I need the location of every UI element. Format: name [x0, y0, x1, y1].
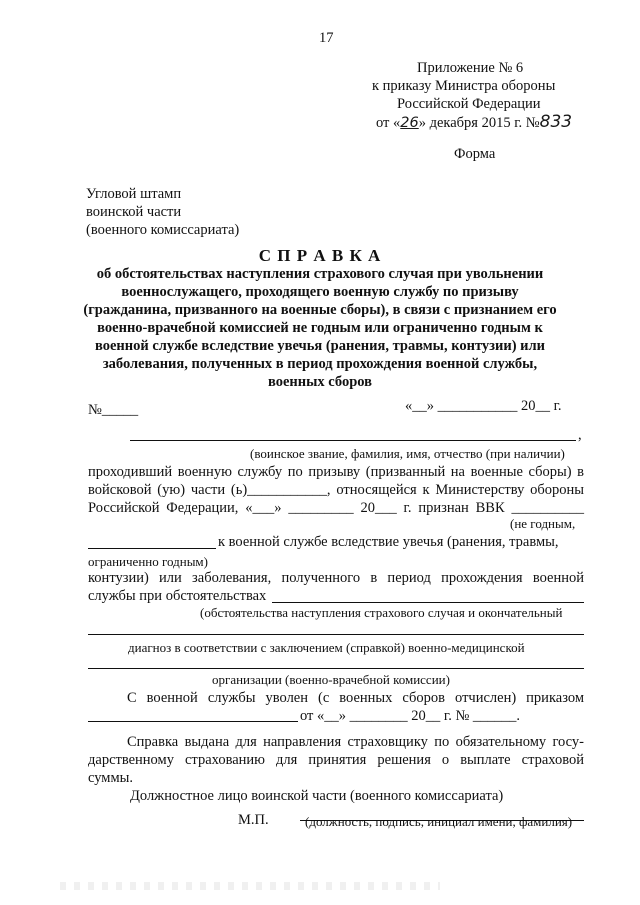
- subtitle-line-1: об обстоятельствах наступления страхового случая при увольнении: [96, 266, 544, 282]
- appendix-line-3: Российской Федерации: [397, 96, 541, 112]
- body-line-5: контузии) или заболевания, полученного в период прохождения военной: [88, 570, 584, 586]
- subtitle-line-7: военных сборов: [267, 374, 373, 390]
- issued-line-2: дарственному страхованию для принятия решения о выплате страховой: [88, 752, 584, 768]
- appendix-day-handwritten: 26: [400, 115, 419, 131]
- rank-name-line: [130, 440, 576, 441]
- signature-caption: (должность, подпись, инициал имени, фамилия): [305, 814, 573, 829]
- organization-caption: организации (военно-врачебной комиссии): [212, 672, 450, 687]
- scan-noise: [60, 882, 440, 890]
- rank-name-caption: (воинское звание, фамилия, имя, отчество (при наличии): [250, 446, 565, 461]
- subtitle-line-4: военно-врачебной комиссией не годным или ограниченно годным к: [97, 320, 543, 336]
- subtitle-line-2: военнослужащего, проходящего военную службу по призыву: [121, 284, 519, 300]
- appendix-line-2: к приказу Министра обороны: [372, 78, 556, 94]
- appendix-date-mid: » декабря 2015 г. №: [418, 115, 540, 131]
- official-label: Должностное лицо воинской части (военного комиссариата): [130, 788, 504, 804]
- body-line-6: службы при обстоятельствах: [88, 588, 267, 604]
- discharge-line-2: от «__» ________ 20__ г. № ______.: [300, 708, 521, 724]
- diagnosis-caption: диагноз в соответствии с заключением (справкой) военно-медицинской: [128, 640, 525, 655]
- appendix-line-4: [376, 114, 572, 132]
- seal-label: М.П.: [238, 812, 269, 828]
- document-title: С П Р А В К А: [258, 246, 382, 265]
- appendix-line-1: Приложение № 6: [417, 60, 524, 76]
- issued-line-3: суммы.: [88, 770, 134, 786]
- body-line-4: к военной службе вследствие увечья (ранения, травмы,: [218, 534, 559, 550]
- subtitle-line-3: (гражданина, призванного на военные сборы), в связи с признанием его: [83, 302, 557, 318]
- certificate-number-field: №_____: [88, 402, 139, 418]
- discharge-line-1: С военной службы уволен (с военных сборов отчислен) приказом: [127, 690, 584, 706]
- stamp-line-2: воинской части: [86, 204, 182, 220]
- diagnosis-line: [88, 634, 584, 635]
- issued-line-1: Справка выдана для направления страховщику по обязательному госу-: [127, 734, 584, 750]
- rank-line-comma: ,: [578, 427, 582, 443]
- stamp-line-3: (военного комиссариата): [86, 222, 240, 238]
- unfit-caption: (не годным,: [510, 516, 576, 531]
- certificate-date-field: «__» ___________ 20__ г.: [405, 398, 562, 414]
- appendix-date-prefix: от «: [376, 115, 401, 131]
- discharge-order-line: [88, 721, 298, 722]
- circumstances-caption: (обстоятельства наступления страхового случая и окончательный: [200, 605, 563, 620]
- limited-fitness-caption: ограниченно годным): [88, 554, 208, 569]
- fitness-status-line: [88, 548, 216, 549]
- body-line-3: Российской Федерации, «___» _________ 20___ г. признан ВВК __________: [88, 500, 584, 516]
- subtitle-line-5: военной службе вследствие увечья (ранения, травмы, контузии) или: [94, 338, 546, 354]
- body-line-2: войсковой (ую) части (ь)___________, относящейся к Министерству обороны: [88, 482, 584, 498]
- subtitle-line-6: заболевания, полученных в период прохождения военной службы,: [102, 356, 538, 372]
- form-label: Форма: [454, 146, 496, 162]
- stamp-line-1: Угловой штамп: [86, 186, 182, 202]
- appendix-number-handwritten: 833: [539, 112, 573, 132]
- page-number: 17: [319, 30, 334, 46]
- circumstances-line: [272, 602, 584, 603]
- body-line-1: проходивший военную службу по призыву (призванный на военные сборы) в: [88, 464, 584, 480]
- organization-line: [88, 668, 584, 669]
